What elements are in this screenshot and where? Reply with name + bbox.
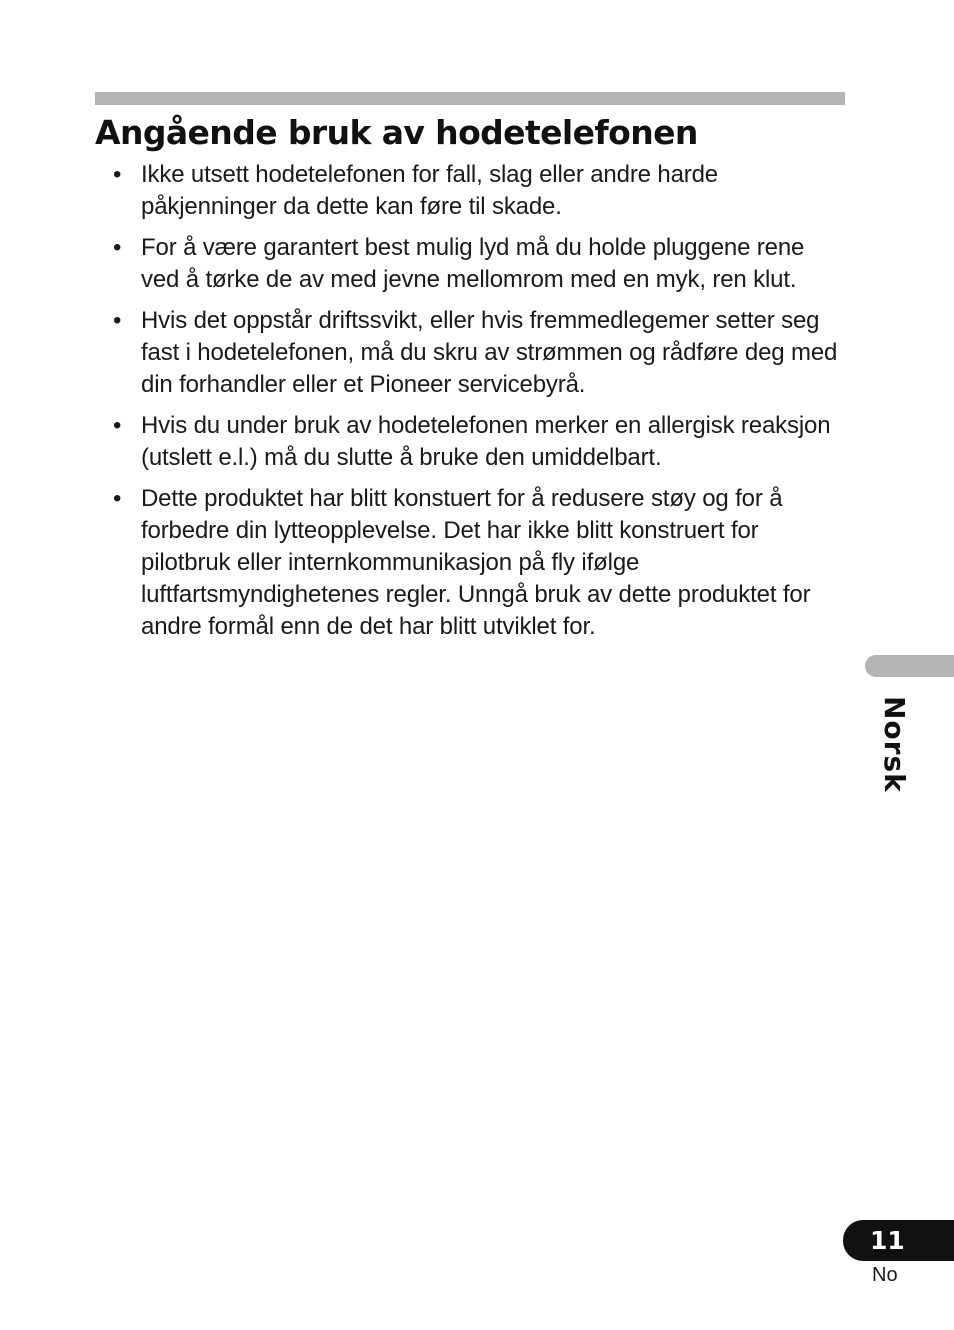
- page-number: 11: [870, 1226, 905, 1255]
- list-item-text: Hvis du under bruk av hodetelefonen merker en allergisk reaksjon (utslett e.l.) må du slutte å bruke den umiddelbart.: [141, 412, 831, 471]
- list-item-text: Hvis det oppstår driftssvikt, eller hvis fremmedlegemer setter seg fast i hodetelefonen, må du skru av strømmen og rådføre deg med din forhandler eller et Pioneer servicebyrå.: [141, 307, 838, 398]
- list-item: [113, 159, 848, 223]
- section-title: Angående bruk av hodetelefonen: [95, 113, 698, 152]
- precautions-list: [113, 159, 848, 652]
- bullet-icon: •: [113, 161, 122, 188]
- list-item-text: For å være garantert best mulig lyd må du holde pluggene rene ved å tørke de av med jevne mellomrom med en myk, ren klut.: [141, 234, 805, 293]
- section-header-rule: [95, 92, 845, 105]
- bullet-icon: •: [113, 234, 122, 261]
- language-tab-marker: [865, 655, 954, 677]
- language-tab-label: Norsk: [878, 696, 911, 793]
- list-item: [113, 410, 848, 474]
- list-item-text: Ikke utsett hodetelefonen for fall, slag eller andre harde påkjenninger da dette kan føre til skade.: [141, 161, 719, 220]
- list-item: [113, 232, 848, 296]
- bullet-icon: •: [113, 412, 122, 439]
- page-language-code: No: [872, 1264, 898, 1286]
- list-item-text: Dette produktet har blitt konstuert for å redusere støy og for å forbedre din lytteopplevelse. Det har ikke blitt konstruert for pilotbruk eller internkommunikasjon på fly ifølge luftfartsmyndighetenes regler. Unngå bruk av dette produktet for andre formål enn de det har blitt utviklet for.: [141, 485, 811, 640]
- list-item: [113, 305, 848, 401]
- bullet-icon: •: [113, 485, 122, 512]
- bullet-icon: •: [113, 307, 122, 334]
- list-item: [113, 483, 848, 643]
